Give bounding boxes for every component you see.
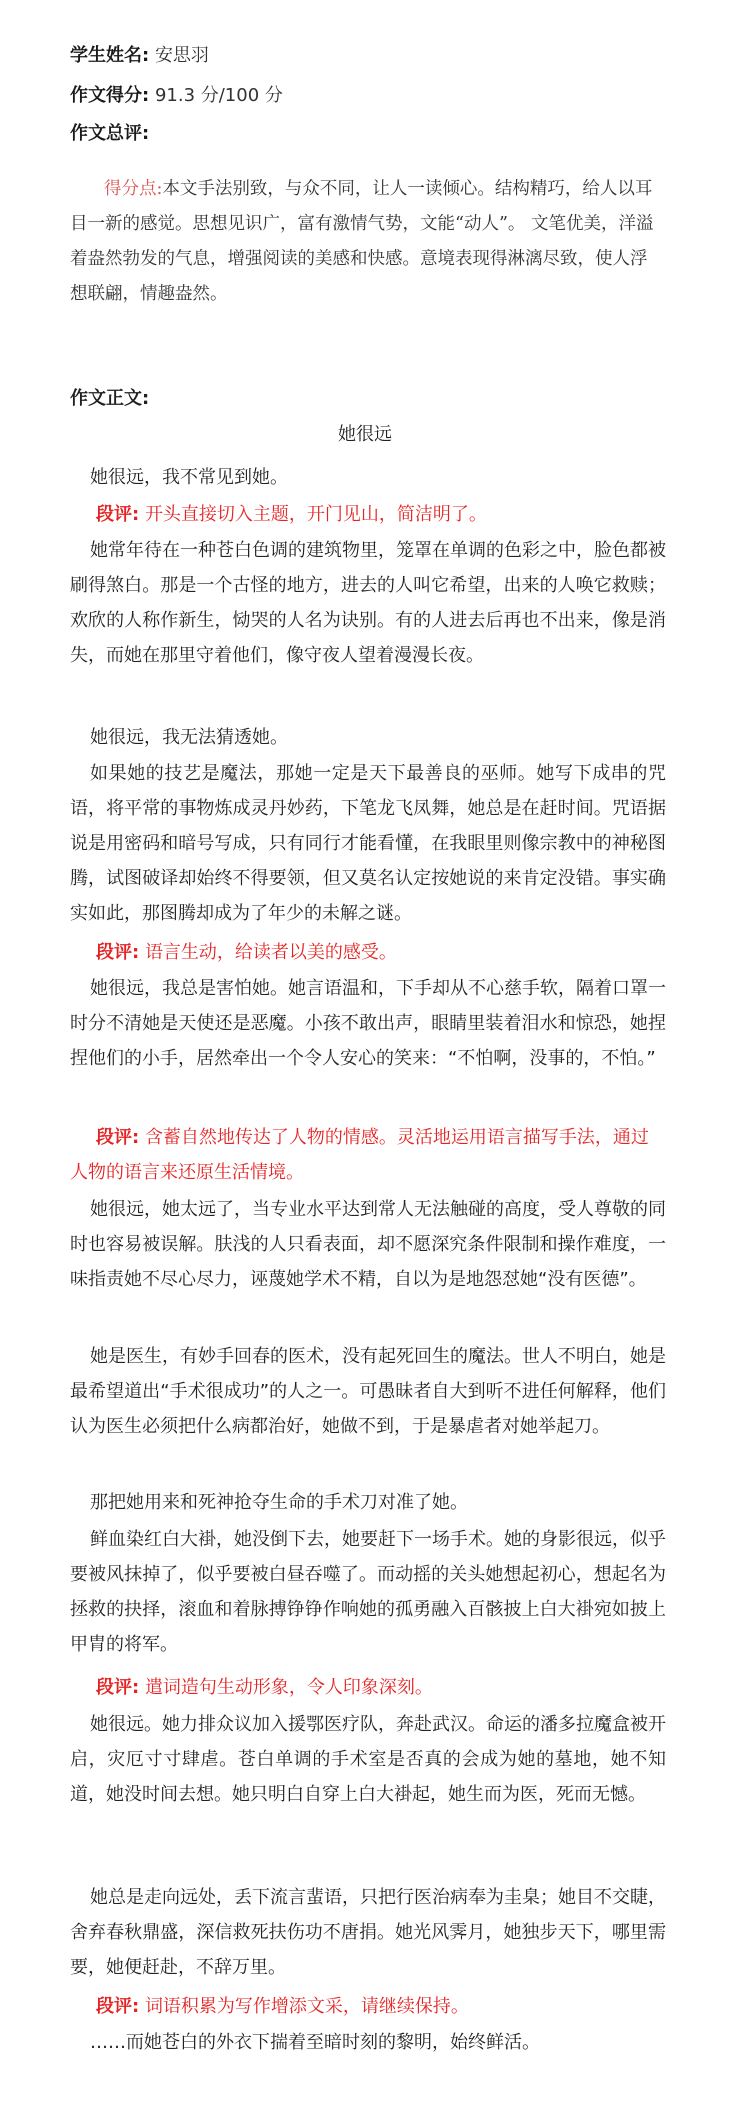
essay-paragraph: 她很远。她力排众议加入援鄂医疗队，奔赴武汉。命运的潘多拉魔盒被开启，灾厄寸寸肆虐。苍白单调的手术室是否真的会成为她的墓地，她不知道，她没时间去想。她只明白自穿上白大褂起，她生而为医，死而无憾。 [70, 1714, 666, 1805]
score-label: 作文得分: [70, 85, 150, 106]
paragraph-comment-text: 开头直接切入主题，开门见山，简洁明了。 [144, 504, 487, 525]
essay-paragraph: 她很远，我不常见到她。 [90, 467, 288, 488]
paragraph-comment [70, 497, 666, 532]
paragraph-comment-text: 语言生动，给读者以美的感受。 [144, 942, 397, 963]
essay-title: 她很远 [338, 424, 392, 445]
paragraph-comment-label: 段评: [96, 1996, 140, 2017]
overall-review-body: 本文手法别致，与众不同，让人一读倾心。结构精巧，给人以耳目一新的感觉。思想见识广，富有激情气势，文能“动人”。 文笔优美，洋溢着盎然勃发的气息，增强阅读的美感和快感。意境表现得淋漓尽致，使人浮想联翩，情趣盎然。 [70, 179, 654, 304]
essay-paragraph: 那把她用来和死神抢夺生命的手术刀对准了她。 [90, 1492, 468, 1513]
essay-paragraph: 如果她的技艺是魔法，那她一定是天下最善良的巫师。她写下成串的咒语，将平常的事物炼成灵丹妙药，下笔龙飞凤舞，她总是在赶时间。咒语据说是用密码和暗号写成，只有同行才能看懂，在我眼里则像宗教中的神秘图腾，试图破译却始终不得要领，但又莫名认定按她说的来肯定没错。事实确实如此，那图腾却成为了年少的未解之谜。 [70, 763, 666, 924]
essay-paragraph: 她很远，我总是害怕她。她言语温和，下手却从不心慈手软，隔着口罩一时分不清她是天使还是恶魔。小孩不敢出声，眼睛里装着泪水和惊恐，她捏捏他们的小手，居然牵出一个令人安心的笑来：“不怕啊，没事的，不怕。” [70, 978, 666, 1069]
paragraph-comment-label: 段评: [96, 1677, 140, 1698]
overall-review-heading [70, 122, 149, 146]
paragraph-comment [70, 1120, 666, 1190]
score-value: 91.3 分/100 分 [154, 85, 283, 106]
essay-body-heading: 作文正文: [70, 388, 150, 409]
paragraph-comment-text: 词语积累为写作增添文采，请继续保持。 [144, 1996, 469, 2017]
paragraph-comment-label: 段评: [96, 1127, 140, 1148]
score-row [70, 84, 283, 108]
student-name-row [70, 44, 209, 68]
student-name-label: 学生姓名: [70, 45, 150, 66]
essay-paragraph: 她很远，她太远了，当专业水平达到常人无法触碰的高度，受人尊敬的同时也容易被误解。肤浅的人只看表面，却不愿深究条件限制和操作难度，一味指责她不尽心尽力，诬蔑她学术不精，自以为是地怨怼她“没有医德”。 [70, 1199, 666, 1290]
essay-paragraph: 她常年待在一种苍白色调的建筑物里，笼罩在单调的色彩之中，脸色都被刷得煞白。那是一个古怪的地方，进去的人叫它希望，出来的人唤它救赎；欢欣的人称作新生，恸哭的人名为诀别。有的人进去后再也不出来，像是消失，而她在那里守着他们，像守夜人望着漫漫长夜。 [70, 540, 666, 666]
essay-paragraph: 她总是走向远处，丢下流言蜚语，只把行医治病奉为圭臬；她目不交睫，舍弃春秋鼎盛，深信救死扶伤功不唐捐。她光风霁月，她独步天下，哪里需要，她便赶赴，不辞万里。 [70, 1887, 666, 1978]
paragraph-comment-text: 遣词造句生动形象，令人印象深刻。 [144, 1677, 433, 1698]
score-points-label: 得分点: [104, 179, 163, 199]
essay-paragraph: 她是医生，有妙手回春的医术，没有起死回生的魔法。世人不明白，她是最希望道出“手术很成功”的人之一。可愚昧者自大到听不进任何解释，他们认为医生必须把什么病都治好，她做不到，于是暴虐者对她举起刀。 [70, 1346, 666, 1437]
paragraph-comment [70, 1989, 666, 2024]
paragraph-comment-label: 段评: [96, 504, 140, 525]
paragraph-comment [70, 1670, 666, 1705]
paragraph-comment-label: 段评: [96, 942, 140, 963]
essay-paragraph: 她很远，我无法猜透她。 [90, 727, 288, 748]
overall-review-text [70, 172, 664, 312]
overall-review-label: 作文总评: [70, 123, 150, 144]
paragraph-comment [70, 935, 666, 970]
essay-paragraph: ……而她苍白的外衣下揣着至暗时刻的黎明，始终鲜活。 [90, 2032, 540, 2053]
student-name-value: 安思羽 [154, 45, 209, 66]
essay-paragraph: 鲜血染红白大褂，她没倒下去，她要赶下一场手术。她的身影很远，似乎要被风抹掉了，似乎要被白昼吞噬了。而动摇的关头她想起初心，想起名为拯救的抉择，滚血和着脉搏铮铮作响她的孤勇融入百骸披上白大褂宛如披上甲胄的将军。 [70, 1529, 666, 1655]
paragraph-comment-text: 含蓄自然地传达了人物的情感。灵活地运用语言描写手法，通过人物的语言来还原生活情境。 [70, 1127, 649, 1183]
